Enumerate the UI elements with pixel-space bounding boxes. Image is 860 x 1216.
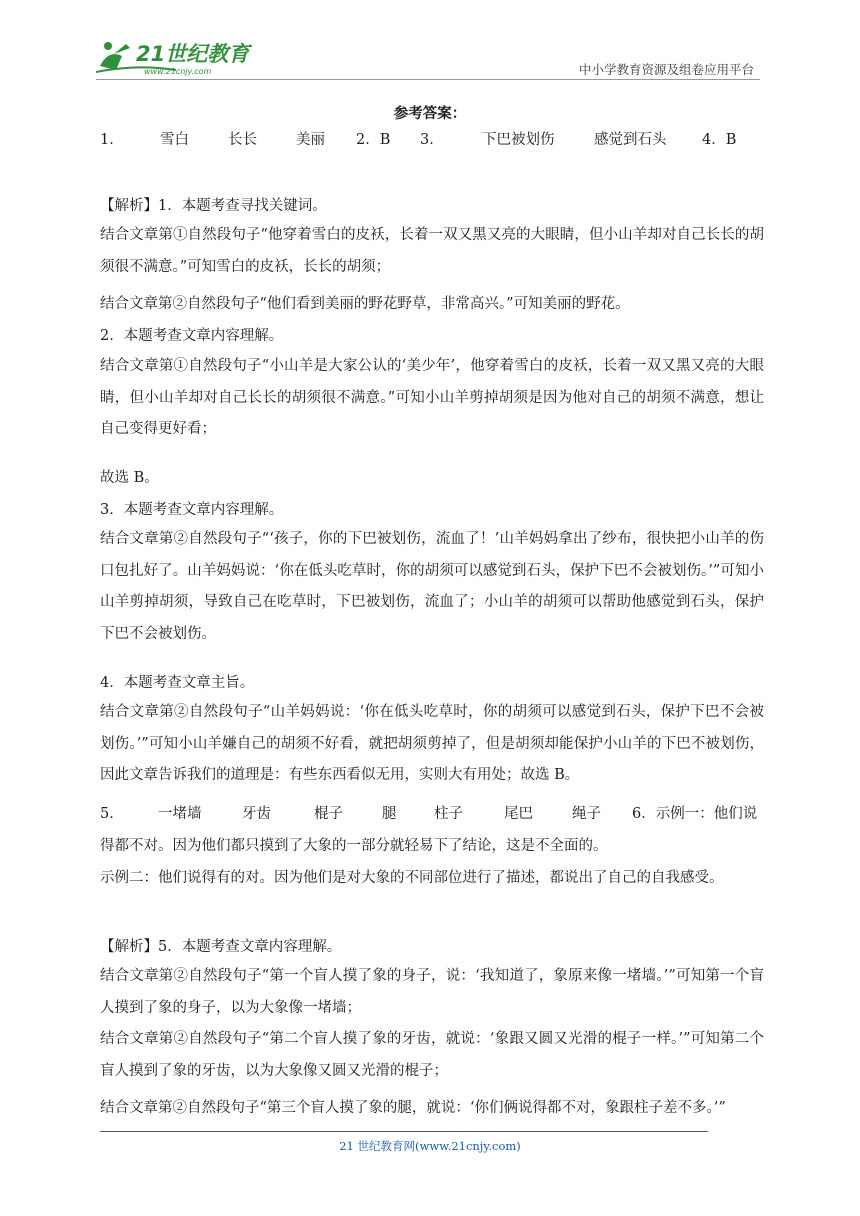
answer-summary-row bbox=[100, 128, 760, 152]
header-divider bbox=[96, 79, 760, 80]
analysis-heading-5: 【解析】5．本题考查文章内容理解。 bbox=[100, 939, 342, 955]
analysis-paragraph: 结合文章第①自然段句子“他穿着雪白的皮袄，长着一双又黑又亮的大眼睛，但小山羊却对自己长长的胡须很不满意。”可知雪白的皮袄，长长的胡须； bbox=[100, 227, 764, 275]
footer-source: 21 世纪教育网(www.21cnjy.com) bbox=[339, 1139, 521, 1153]
answer-6-example-2: 示例二：他们说得有的对。因为他们是对大象的不同部位进行了描述，都说出了自己的自我感受。 bbox=[100, 870, 724, 886]
answer-5-number: 5． bbox=[100, 806, 124, 822]
answer-4: 4．B bbox=[702, 132, 737, 148]
answer-5b: 牙齿 bbox=[242, 806, 271, 822]
answer-6-continued: 得都不对。因为他们都只摸到了大象的一部分就轻易下了结论，这是不全面的。 bbox=[100, 838, 608, 854]
answer-5f: 尾巴 bbox=[504, 806, 533, 822]
answer-1c: 美丽 bbox=[296, 132, 325, 148]
answer-5d: 腿 bbox=[382, 806, 397, 822]
answer-5-6-row bbox=[100, 802, 764, 826]
analysis-paragraph: 结合文章第②自然段句子“山羊妈妈说：‘你在低头吃草时，你的胡须可以感觉到石头，保护下巴不会被划伤。’”可知小山羊嫌自己的胡须不好看，就把胡须剪掉了，但是胡须却能保护小山羊的下巴不被划伤，因此文章告诉我们的道理是：有些东西看似无用，实则大有用处；故选 B。 bbox=[100, 704, 764, 783]
analysis-paragraph: 结合文章第②自然段句子“他们看到美丽的野花野草，非常高兴。”可知美丽的野花。 bbox=[100, 296, 630, 312]
answer-1a: 雪白 bbox=[160, 132, 189, 148]
analysis-conclusion: 故选 B。 bbox=[100, 470, 159, 486]
section-heading-4: 4．本题考查文章主旨。 bbox=[100, 675, 255, 691]
answer-1b: 长长 bbox=[228, 132, 257, 148]
analysis-paragraph: 结合文章第②自然段句子“第二个盲人摸了象的牙齿，就说：‘象跟又圆又光滑的棍子一样。’”可知第二个盲人摸到了象的牙齿，以为大象像又圆又光滑的棍子； bbox=[100, 1031, 764, 1079]
answer-5a: 一堵墙 bbox=[158, 806, 202, 822]
footer-divider bbox=[100, 1131, 708, 1132]
answer-title: 参考答案： bbox=[393, 105, 467, 122]
analysis-paragraph: 结合文章第②自然段句子“第一个盲人摸了象的身子，说：‘我知道了，象原来像一堵墙。’”可知第一个盲人摸到了象的身子，以为大象像一堵墙； bbox=[100, 968, 764, 1016]
analysis-paragraph: 结合文章第①自然段句子“小山羊是大家公认的‘美少年’，他穿着雪白的皮袄，长着一双又黑又亮的大眼睛，但小山羊却对自己长长的胡须很不满意。”可知小山羊剪掉胡须是因为他对自己的胡须不满意，想让自己变得更好看； bbox=[100, 358, 764, 437]
answer-6: 6．示例一：他们说 bbox=[632, 806, 758, 822]
answer-5c: 棍子 bbox=[314, 806, 343, 822]
answer-5e: 柱子 bbox=[434, 806, 463, 822]
answer-2: 2．B bbox=[356, 132, 391, 148]
section-heading-3: 3．本题考查文章内容理解。 bbox=[100, 502, 284, 518]
platform-name: 中小学教育资源及组卷应用平台 bbox=[578, 62, 754, 77]
logo-21cnjy bbox=[96, 36, 266, 80]
analysis-paragraph: 结合文章第②自然段句子“第三个盲人摸了象的腿，就说：‘你们俩说得都不对，象跟柱子差不多。’” bbox=[100, 1100, 726, 1116]
svg-text:www.21cnjy.com: www.21cnjy.com bbox=[144, 67, 212, 76]
page-header bbox=[96, 32, 760, 80]
answer-3b: 感觉到石头 bbox=[594, 132, 667, 148]
analysis-heading-1: 【解析】1．本题考查寻找关键词。 bbox=[100, 198, 327, 214]
answer-3-number: 3． bbox=[420, 132, 444, 148]
answer-1-number: 1． bbox=[100, 132, 124, 148]
svg-text:21世纪教育: 21世纪教育 bbox=[136, 42, 250, 66]
analysis-paragraph: 结合文章第②自然段句子“‘孩子，你的下巴被划伤，流血了！’山羊妈妈拿出了纱布，很快把小山羊的伤口包扎好了。山羊妈妈说：‘你在低头吃草时，你的胡须可以感觉到石头，保护下巴不会被划伤。’”可知小山羊剪掉胡须，导致自己在吃草时，下巴被划伤，流血了；小山羊的胡须可以帮助他感觉到石头，保护下巴不会被划伤。 bbox=[100, 531, 764, 642]
answer-3a: 下巴被划伤 bbox=[482, 132, 555, 148]
answer-5g: 绳子 bbox=[572, 806, 601, 822]
section-heading-2: 2．本题考查文章内容理解。 bbox=[100, 328, 284, 344]
